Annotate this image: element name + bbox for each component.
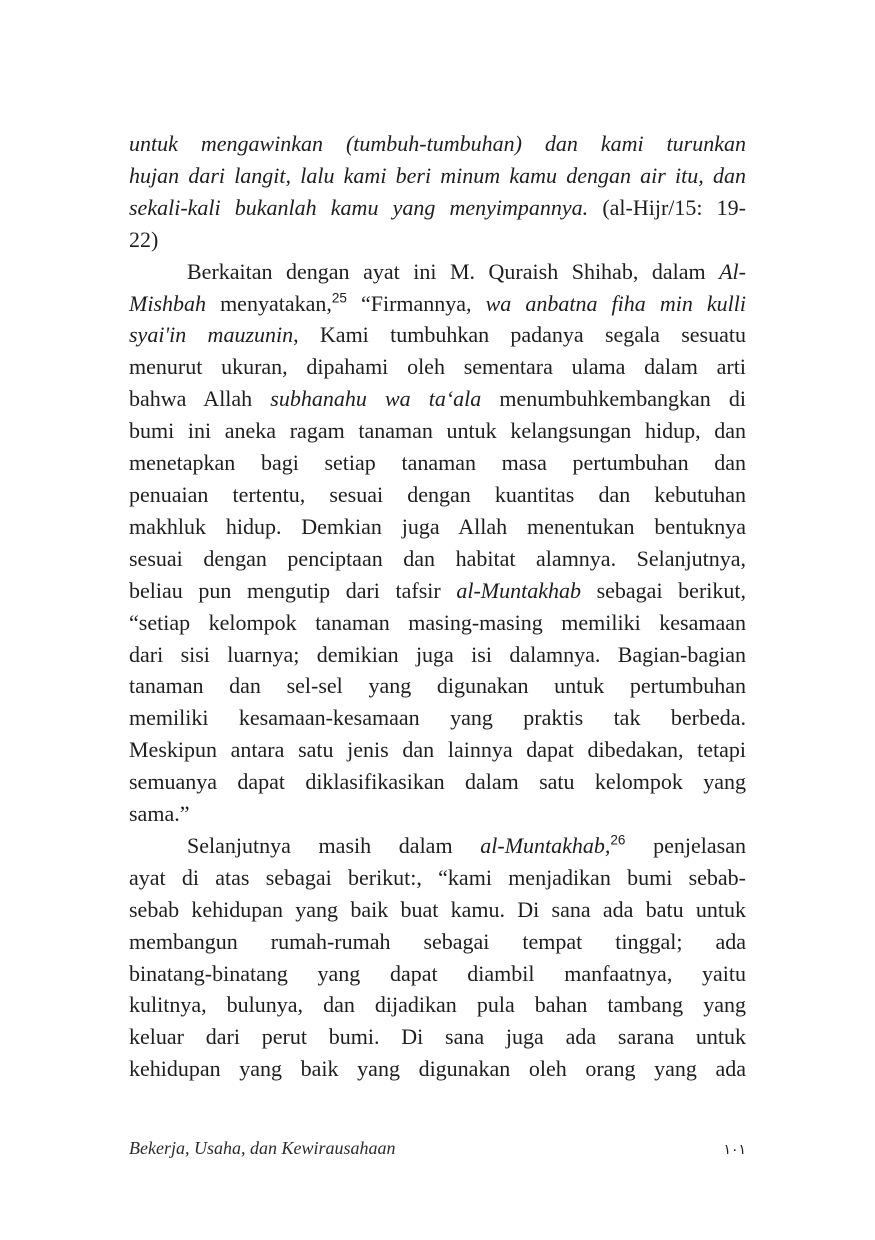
text-segment: kehidupan yang baik yang digunakan oleh orang yang ada bbox=[129, 1056, 746, 1082]
text-segment: memiliki kesamaan-kesamaan yang praktis tak berbeda. bbox=[129, 705, 746, 731]
text-segment: sebab kehidupan yang baik buat kamu. Di sana ada batu untuk bbox=[129, 896, 746, 922]
text-line bbox=[129, 670, 746, 702]
text-line bbox=[129, 734, 746, 766]
text-line bbox=[129, 160, 746, 192]
text-line bbox=[129, 224, 746, 256]
text-line bbox=[129, 128, 746, 160]
text-segment: sekali-kali bukanlah kamu yang menyimpannya. bbox=[129, 194, 603, 220]
text-line bbox=[129, 926, 746, 958]
text-segment: ayat di atas sebagai berikut:, “kami menjadikan bumi sebab- bbox=[129, 864, 746, 890]
text-segment: “Firmannya, bbox=[346, 290, 486, 316]
text-segment: al-Muntakhab bbox=[456, 577, 581, 603]
text-line bbox=[129, 958, 746, 990]
text-line bbox=[129, 607, 746, 639]
text-line bbox=[129, 894, 746, 926]
text-line bbox=[129, 1021, 746, 1053]
text-line bbox=[129, 383, 746, 415]
text-line bbox=[129, 575, 746, 607]
text-segment: binatang-binatang yang dapat diambil manfaatnya, yaitu bbox=[129, 960, 746, 986]
footer-book-title: Bekerja, Usaha, dan Kewirausahaan bbox=[129, 1138, 396, 1158]
text-segment: Mishbah bbox=[129, 290, 206, 316]
text-segment: subhanahu wa ta‘ala bbox=[270, 386, 482, 412]
text-segment: hujan dari langit, lalu kami beri minum kamu dengan air itu, dan bbox=[129, 162, 746, 188]
text-segment: sesuai dengan penciptaan dan habitat alamnya. Selanjutnya, bbox=[129, 545, 746, 571]
text-segment: makhluk hidup. Demkian juga Allah menentukan bentuknya bbox=[129, 513, 746, 539]
text-segment: Selanjutnya masih dalam bbox=[187, 832, 481, 858]
text-segment: menyatakan, bbox=[206, 290, 332, 316]
text-segment: penjelasan bbox=[625, 832, 746, 858]
text-line bbox=[129, 511, 746, 543]
text-line bbox=[129, 351, 746, 383]
text-line bbox=[129, 479, 746, 511]
text-line bbox=[129, 766, 746, 798]
footnote-reference: 26 bbox=[610, 832, 626, 848]
text-line bbox=[129, 192, 746, 224]
text-line bbox=[129, 543, 746, 575]
text-line bbox=[129, 447, 746, 479]
text-segment: tanaman dan sel-sel yang digunakan untuk pertumbuhan bbox=[129, 673, 746, 699]
text-segment: beliau pun mengutip dari tafsir bbox=[129, 577, 457, 603]
text-line bbox=[129, 830, 746, 862]
text-segment: al-Muntakhab, bbox=[480, 832, 611, 858]
text-segment: sebagai berikut, bbox=[580, 577, 746, 603]
footnote-reference: 25 bbox=[331, 290, 347, 306]
text-segment: untuk mengawinkan (tumbuh-tumbuhan) dan kami turunkan bbox=[129, 131, 746, 156]
text-line bbox=[129, 256, 746, 288]
page-text bbox=[129, 128, 746, 1085]
page-footer bbox=[129, 1138, 746, 1159]
text-segment: syai'in mauzunin bbox=[129, 322, 294, 348]
text-line bbox=[129, 415, 746, 447]
text-segment: wa anbatna fiha min kulli bbox=[485, 290, 746, 316]
text-segment: penuaian tertentu, sesuai dengan kuantitas dan kebutuhan bbox=[129, 481, 746, 507]
text-segment: menetapkan bagi setiap tanaman masa pertumbuhan dan bbox=[129, 450, 746, 476]
text-segment: membangun rumah-rumah sebagai tempat tinggal; ada bbox=[129, 928, 746, 954]
text-segment: dari sisi luarnya; demikian juga isi dalamnya. Bagian-bagian bbox=[129, 641, 746, 667]
text-segment: Meskipun antara satu jenis dan lainnya dapat dibedakan, tetapi bbox=[129, 737, 746, 763]
text-line bbox=[129, 1053, 746, 1085]
text-segment: “setiap kelompok tanaman masing-masing memiliki kesamaan bbox=[129, 609, 746, 635]
text-line bbox=[129, 989, 746, 1021]
text-line bbox=[129, 639, 746, 671]
text-segment: (al-Hijr/15: 19- bbox=[602, 194, 746, 220]
text-line bbox=[129, 288, 746, 320]
text-segment: sama.” bbox=[129, 801, 190, 827]
text-line bbox=[129, 862, 746, 894]
text-segment: semuanya dapat diklasifikasikan dalam satu kelompok yang bbox=[129, 769, 746, 795]
text-segment: bahwa Allah bbox=[129, 386, 271, 412]
footer-page-number: ١٠١ bbox=[723, 1142, 746, 1158]
text-segment: Berkaitan dengan ayat ini M. Quraish Shihab, dalam bbox=[187, 258, 720, 284]
text-segment: bumi ini aneka ragam tanaman untuk kelangsungan hidup, dan bbox=[129, 418, 746, 444]
text-segment: kulitnya, bulunya, dan dijadikan pula bahan tambang yang bbox=[129, 992, 746, 1018]
text-segment: Al- bbox=[719, 258, 746, 284]
text-segment: menurut ukuran, dipahami oleh sementara ulama dalam arti bbox=[129, 354, 746, 380]
text-segment: , Kami tumbuhkan padanya segala sesuatu bbox=[293, 322, 746, 348]
text-line bbox=[129, 319, 746, 351]
text-line bbox=[129, 702, 746, 734]
text-segment: menumbuhkembangkan di bbox=[481, 386, 746, 412]
text-line bbox=[129, 798, 746, 830]
text-segment: keluar dari perut bumi. Di sana juga ada sarana untuk bbox=[129, 1024, 746, 1050]
text-segment: 22) bbox=[129, 226, 159, 252]
